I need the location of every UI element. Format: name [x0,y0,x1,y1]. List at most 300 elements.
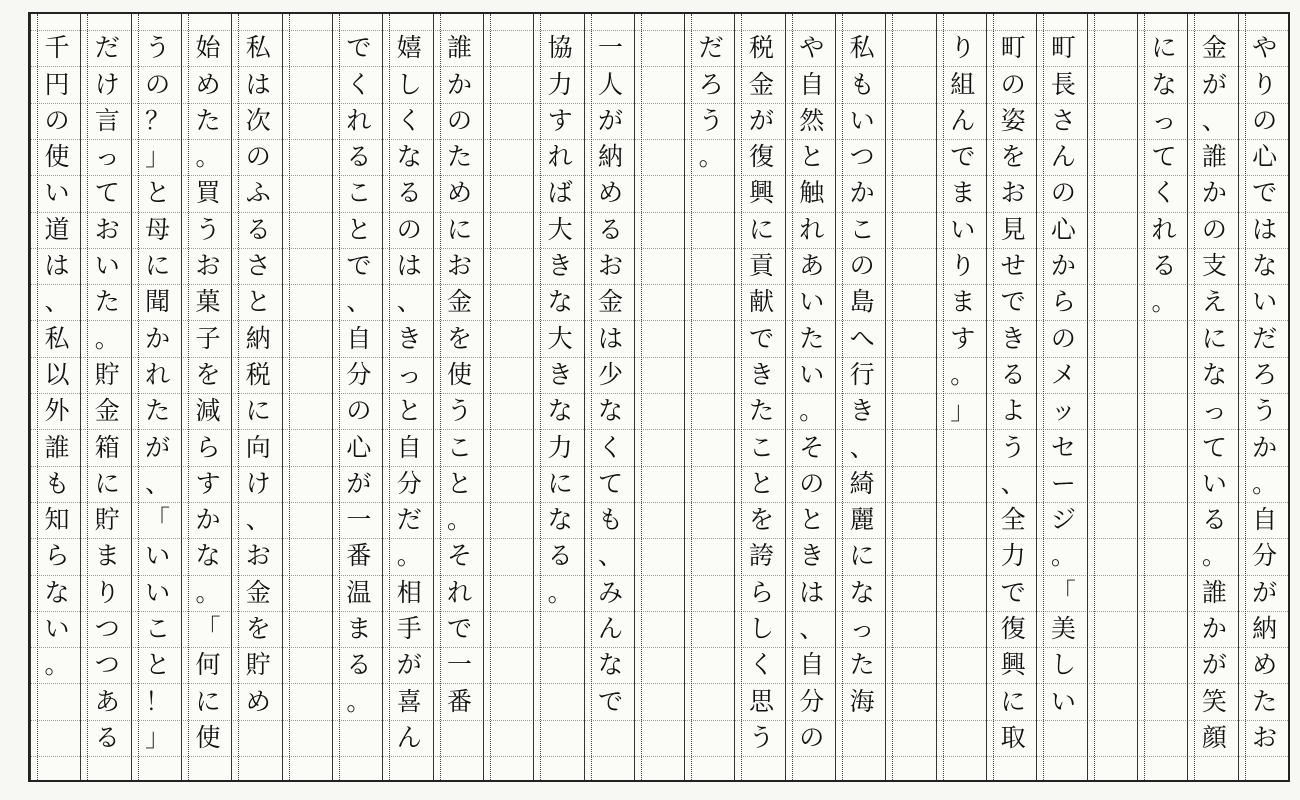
manuscript-character: 心 [1252,142,1278,172]
column-separator [684,14,685,780]
manuscript-character: 誰 [1201,142,1227,172]
manuscript-character: 箱 [94,432,120,462]
text-column [542,14,578,780]
manuscript-character: り [1252,69,1278,99]
manuscript-character: る [245,214,271,244]
manuscript-character: る [547,541,573,571]
manuscript-character: ろ [698,69,724,99]
manuscript-character: 心 [346,432,372,462]
manuscript-character: き [547,359,573,389]
manuscript-character: お [1000,178,1026,208]
manuscript-character: で [598,686,624,716]
column-guide [37,14,38,780]
manuscript-character: に [1151,33,1177,63]
manuscript-character: み [598,577,624,607]
manuscript-character: さ [1050,105,1076,135]
manuscript-character: 自 [799,69,825,99]
column-separator [584,14,585,780]
manuscript-character: 協 [547,33,573,63]
column-guide [691,14,692,780]
manuscript-character: 私 [245,33,271,63]
manuscript-character: し [396,69,422,99]
column-guide [641,14,642,780]
manuscript-character: 。 [94,323,120,353]
manuscript-character: め [195,69,221,99]
manuscript-character: い [1201,468,1227,498]
manuscript-character: な [547,505,573,535]
manuscript-character: 金 [94,396,120,426]
manuscript-character: も [44,468,70,498]
manuscript-character: 自 [799,650,825,680]
column-separator [483,14,484,780]
column-separator [936,14,937,780]
manuscript-character: だ [698,33,724,63]
manuscript-character: い [799,359,825,389]
column-guide [993,14,994,780]
manuscript-character: に [195,686,221,716]
manuscript-character: ？ [145,105,171,135]
manuscript-character: た [195,105,221,135]
manuscript-character: の [1000,69,1026,99]
manuscript-character: な [396,142,422,172]
manuscript-character: へ [849,323,875,353]
manuscript-character: の [44,105,70,135]
manuscript-character: 使 [447,359,473,389]
manuscript-character: り [950,33,976,63]
manuscript-character: は [396,251,422,281]
column-guide [289,14,290,780]
text-column [89,14,125,780]
manuscript-character: た [145,396,171,426]
manuscript-character: メ [1050,359,1076,389]
manuscript-character: 千 [44,33,70,63]
manuscript-character: お [195,251,221,281]
manuscript-character: 献 [748,287,774,317]
manuscript-character: い [145,577,171,607]
manuscript-character: 、 [799,614,825,644]
manuscript-character: 。 [396,541,422,571]
manuscript-character: ら [195,432,221,462]
column-separator [634,14,635,780]
manuscript-character: る [346,650,372,680]
manuscript-character: 組 [950,69,976,99]
manuscript-character: れ [799,214,825,244]
manuscript-character: 行 [849,359,875,389]
manuscript-character: も [849,69,875,99]
manuscript-character: が [1252,577,1278,607]
text-column [190,14,226,780]
manuscript-character: 取 [1000,722,1026,752]
text-column [794,14,830,780]
manuscript-character: で [346,33,372,63]
manuscript-character: 金 [598,287,624,317]
manuscript-character: に [94,468,120,498]
manuscript-character: 金 [1201,33,1227,63]
manuscript-character: 貯 [245,650,271,680]
manuscript-character: る [1151,251,1177,281]
manuscript-character: に [245,396,271,426]
manuscript-character: す [195,468,221,498]
manuscript-character: 復 [748,142,774,172]
manuscript-character: い [1050,686,1076,716]
manuscript-character: な [547,396,573,426]
manuscript-character: 番 [346,541,372,571]
manuscript-character: た [1252,686,1278,716]
manuscript-character: の [1050,323,1076,353]
manuscript-character: か [1252,432,1278,462]
manuscript-character: か [195,505,221,535]
manuscript-character: 見 [1000,214,1026,244]
manuscript-character: 手 [396,614,422,644]
manuscript-character: 使 [44,142,70,172]
manuscript-character: 喜 [396,686,422,716]
manuscript-character: 。 [698,142,724,172]
column-guide [1043,14,1044,780]
manuscript-character: 道 [44,214,70,244]
manuscript-character: は [799,577,825,607]
manuscript-character: し [748,614,774,644]
text-column [1196,14,1232,780]
manuscript-character: 力 [547,432,573,462]
manuscript-character: 。 [950,359,976,389]
manuscript-character: 、 [396,287,422,317]
manuscript-character: 税 [245,359,271,389]
manuscript-character: ッ [1050,396,1076,426]
manuscript-character: こ [145,614,171,644]
manuscript-character: ん [1050,142,1076,172]
column-guide [1194,14,1195,780]
column-separator [30,14,31,780]
column-separator [785,14,786,780]
manuscript-character: お [245,541,271,571]
manuscript-character: れ [145,359,171,389]
manuscript-character: こ [346,178,372,208]
text-column [995,14,1031,780]
manuscript-character: そ [799,432,825,462]
manuscript-character: 大 [547,323,573,353]
manuscript-character: す [950,323,976,353]
manuscript-character: で [950,142,976,172]
manuscript-character: と [396,396,422,426]
manuscript-character: き [547,251,573,281]
manuscript-character: ！ [145,686,171,716]
manuscript-character: 」 [145,722,171,752]
manuscript-character: 「 [1050,577,1076,607]
manuscript-character: 「 [145,505,171,535]
manuscript-character: を [195,359,221,389]
manuscript-character: っ [94,142,120,172]
manuscript-character: た [94,287,120,317]
column-guide [238,14,239,780]
manuscript-character: よ [1000,396,1026,426]
manuscript-character: 減 [195,396,221,426]
manuscript-character: な [598,650,624,680]
manuscript-character: し [1050,650,1076,680]
text-column [743,14,779,780]
manuscript-character: い [799,287,825,317]
manuscript-character: と [799,142,825,172]
manuscript-character: っ [1151,105,1177,135]
manuscript-character: ま [346,614,372,644]
text-column [1146,14,1182,780]
column-separator [734,14,735,780]
manuscript-character: が [396,650,422,680]
manuscript-character: め [447,178,473,208]
manuscript-character: に [849,541,875,571]
column-guide [87,14,88,780]
manuscript-character: 貯 [94,359,120,389]
text-column [693,14,729,780]
manuscript-character: 。 [346,686,372,716]
text-column [1096,14,1132,780]
manuscript-character: ー [1050,468,1076,498]
manuscript-character: る [396,178,422,208]
manuscript-character: は [1252,214,1278,244]
manuscript-character: こ [748,432,774,462]
column-separator [1087,14,1088,780]
manuscript-character: に [748,214,774,244]
manuscript-character: 分 [1252,541,1278,571]
manuscript-character: 力 [1000,541,1026,571]
manuscript-character: で [447,614,473,644]
manuscript-character: は [245,69,271,99]
manuscript-grid [30,14,1288,780]
manuscript-character: す [547,105,573,135]
manuscript-character: 自 [346,323,372,353]
manuscript-character: ら [1050,287,1076,317]
manuscript-character: 向 [245,432,271,462]
manuscript-character: た [849,650,875,680]
column-separator [433,14,434,780]
manuscript-character: は [598,323,624,353]
manuscript-character: 、 [1201,105,1227,135]
text-column [140,14,176,780]
manuscript-character: 。 [1252,468,1278,498]
manuscript-character: め [1252,650,1278,680]
manuscript-character: 、 [44,287,70,317]
column-separator [1187,14,1188,780]
manuscript-character: か [447,69,473,99]
column-separator [231,14,232,780]
column-guide [741,14,742,780]
manuscript-character: こ [849,214,875,244]
manuscript-character: い [849,105,875,135]
manuscript-character: 人 [598,69,624,99]
manuscript-character: を [748,505,774,535]
manuscript-character: 町 [1050,33,1076,63]
manuscript-character: 自 [396,432,422,462]
manuscript-character: ん [950,105,976,135]
manuscript-character: 金 [748,69,774,99]
manuscript-character: 私 [849,33,875,63]
column-separator [382,14,383,780]
manuscript-character: う [195,214,221,244]
manuscript-character: と [799,505,825,535]
text-column [442,14,478,780]
manuscript-character: 、 [245,505,271,535]
manuscript-character: な [1201,359,1227,389]
manuscript-character: く [396,105,422,135]
manuscript-character: れ [346,105,372,135]
manuscript-character: 思 [748,686,774,716]
manuscript-character: る [94,722,120,752]
text-column [341,14,377,780]
manuscript-character: 海 [849,686,875,716]
manuscript-character: い [94,251,120,281]
manuscript-character: 、 [145,468,171,498]
column-separator [332,14,333,780]
manuscript-character: る [1000,359,1026,389]
manuscript-character: 一 [447,650,473,680]
manuscript-character: だ [396,505,422,535]
manuscript-character: 知 [44,505,70,535]
manuscript-character: と [447,468,473,498]
manuscript-character: 一 [346,505,372,535]
manuscript-character: が [145,432,171,462]
manuscript-character: を [245,614,271,644]
manuscript-character: そ [447,541,473,571]
manuscript-character: る [1201,505,1227,535]
manuscript-character: 金 [447,287,473,317]
manuscript-character: う [698,105,724,135]
manuscript-character: ら [748,577,774,607]
manuscript-character: が [346,468,372,498]
manuscript-character: 何 [195,650,221,680]
manuscript-character: が [1201,650,1227,680]
manuscript-character: 綺 [849,468,875,498]
manuscript-character: を [447,323,473,353]
manuscript-character: り [950,251,976,281]
manuscript-character: ろ [1252,359,1278,389]
manuscript-character: 大 [547,214,573,244]
manuscript-character: お [598,251,624,281]
manuscript-character: う [145,33,171,63]
manuscript-character: え [1201,287,1227,317]
manuscript-character: 、 [1000,468,1026,498]
manuscript-character: な [44,577,70,607]
manuscript-character: 分 [396,468,422,498]
manuscript-character: 。 [195,577,221,607]
manuscript-character: 円 [44,69,70,99]
column-guide [842,14,843,780]
manuscript-character: 使 [195,722,221,752]
manuscript-character: う [748,722,774,752]
manuscript-character: な [849,577,875,607]
manuscript-character: 。 [447,505,473,535]
manuscript-character: 誰 [1201,577,1227,607]
column-guide [1245,14,1246,780]
manuscript-character: に [547,468,573,498]
column-separator [533,14,534,780]
manuscript-character: 」 [950,396,976,426]
manuscript-character: く [748,650,774,680]
column-separator [986,14,987,780]
manuscript-sheet [28,12,1290,782]
manuscript-character: 町 [1000,33,1026,63]
manuscript-character: で [748,323,774,353]
manuscript-character: て [94,178,120,208]
manuscript-character: 。 [195,142,221,172]
manuscript-character: 自 [1252,505,1278,535]
manuscript-character: 麗 [849,505,875,535]
manuscript-character: 力 [547,69,573,99]
manuscript-character: う [1000,432,1026,462]
column-guide [591,14,592,780]
manuscript-character: 貢 [748,251,774,281]
manuscript-character: な [547,287,573,317]
manuscript-character: 買 [195,178,221,208]
manuscript-character: の [1252,105,1278,135]
manuscript-character: う [1252,396,1278,426]
manuscript-character: つ [94,614,120,644]
manuscript-character: か [1201,614,1227,644]
manuscript-character: の [849,251,875,281]
manuscript-character: 分 [346,359,372,389]
manuscript-character: 母 [145,214,171,244]
manuscript-character: る [346,142,372,172]
column-separator [80,14,81,780]
manuscript-character: 次 [245,105,271,135]
column-separator [1137,14,1138,780]
manuscript-character: つ [849,142,875,172]
manuscript-character: 顔 [1201,722,1227,752]
manuscript-character: 温 [346,577,372,607]
text-column [844,14,880,780]
column-guide [389,14,390,780]
manuscript-character: 。 [44,650,70,680]
manuscript-character: く [1151,178,1177,208]
manuscript-character: な [1252,251,1278,281]
manuscript-character: う [447,396,473,426]
manuscript-character: 「 [195,614,221,644]
manuscript-character: く [598,432,624,462]
manuscript-character: ま [950,178,976,208]
column-guide [792,14,793,780]
manuscript-character: 。 [1151,287,1177,317]
text-column [945,14,981,780]
manuscript-character: に [447,214,473,244]
manuscript-character: 税 [748,33,774,63]
column-separator [885,14,886,780]
manuscript-character: て [1151,142,1177,172]
manuscript-character: け [94,69,120,99]
manuscript-character: の [1201,214,1227,244]
manuscript-character: を [1000,142,1026,172]
column-separator [835,14,836,780]
manuscript-character: の [396,214,422,244]
manuscript-character: と [346,214,372,244]
manuscript-character: に [1000,686,1026,716]
manuscript-character: で [1252,178,1278,208]
manuscript-character: 始 [195,33,221,63]
text-column [593,14,629,780]
manuscript-character: の [1050,178,1076,208]
manuscript-character: の [346,396,372,426]
manuscript-character: の [145,69,171,99]
manuscript-character: ジ [1050,505,1076,535]
manuscript-character: 一 [598,33,624,63]
text-column [643,14,679,780]
column-guide [490,14,491,780]
manuscript-character: 誰 [44,432,70,462]
manuscript-character: 。 [547,577,573,607]
manuscript-character: て [1201,432,1227,462]
manuscript-character: ら [44,541,70,571]
manuscript-character: 笑 [1201,686,1227,716]
manuscript-character: き [849,396,875,426]
manuscript-character: め [598,178,624,208]
manuscript-character: 菓 [195,287,221,317]
